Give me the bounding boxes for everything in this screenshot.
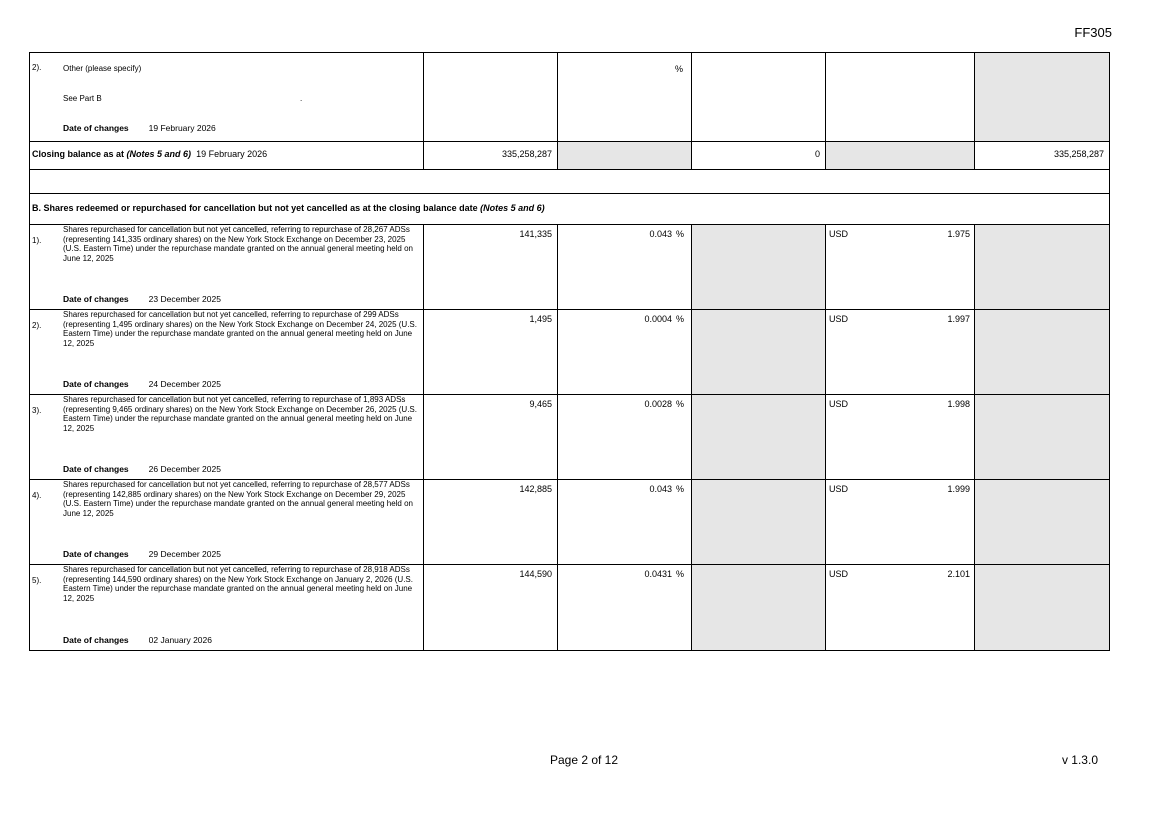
percent-sign: % xyxy=(675,229,684,239)
row-shares: 141,335 xyxy=(424,225,558,310)
row-description-cell xyxy=(30,480,424,565)
row-grey-cell-2 xyxy=(975,480,1110,565)
other-detail: See Part B xyxy=(63,94,102,103)
closing-grey-1 xyxy=(558,142,692,170)
row-index: 4). xyxy=(32,491,42,500)
row-description: Shares repurchased for cancellation but not yet cancelled, referring to repurchase of 28,267 ADSs (representing 141,335 ordinary shares) on the New York Stock Exchange on December 23, 2025 (U.S. Eastern Time) under the repurchase mandate granted on the annual general meeting held on June 12, 2025 xyxy=(63,225,413,263)
row-price-cell xyxy=(826,565,975,651)
other-dot: . xyxy=(300,94,303,103)
row-percent-cell xyxy=(558,225,692,310)
row-index: 2). xyxy=(32,63,42,72)
row-grey-cell xyxy=(692,310,826,395)
row-percent: 0.0028 xyxy=(644,399,672,409)
repurchase-row-5 xyxy=(30,565,1110,651)
section-b-title-row xyxy=(30,194,1110,225)
row-description-cell xyxy=(30,395,424,480)
row-grey-cell xyxy=(692,395,826,480)
row-shares: 1,495 xyxy=(424,310,558,395)
date-of-changes: Date of changes 02 January 2026 xyxy=(63,635,212,645)
row-percent: 0.0004 xyxy=(644,314,672,324)
other-col4-cell xyxy=(692,53,826,142)
repurchase-row-3 xyxy=(30,395,1110,480)
row-currency: USD xyxy=(829,484,849,494)
version-label: v 1.3.0 xyxy=(1061,753,1098,767)
row-percent: 0.0431 xyxy=(644,569,672,579)
row-grey-cell xyxy=(692,225,826,310)
spacer-cell xyxy=(30,170,1110,194)
row-description: Shares repurchased for cancellation but not yet cancelled, referring to repurchase of 28,918 ADSs (representing 144,590 ordinary shares) on the New York Stock Exchange on January 2, 2026 (U.S. Eastern Time) under the repurchase mandate granted on the annual general meeting held on June 12, 2025 xyxy=(63,565,413,603)
row-currency: USD xyxy=(829,399,849,409)
row-index: 3). xyxy=(32,406,42,415)
row-shares: 142,885 xyxy=(424,480,558,565)
row-price: 1.997 xyxy=(947,314,970,324)
date-of-changes: Date of changes 26 December 2025 xyxy=(63,464,221,474)
row-price-cell xyxy=(826,395,975,480)
row-price-cell xyxy=(826,480,975,565)
other-row xyxy=(30,53,1110,142)
percent-sign: % xyxy=(675,484,684,494)
row-currency: USD xyxy=(829,569,849,579)
date-of-changes: Date of changes 29 December 2025 xyxy=(63,549,221,559)
repurchase-row-1 xyxy=(30,225,1110,310)
row-grey-cell-2 xyxy=(975,395,1110,480)
row-description-cell xyxy=(30,565,424,651)
row-description-cell xyxy=(30,310,424,395)
row-grey-cell xyxy=(692,480,826,565)
other-description-cell xyxy=(30,53,424,142)
row-description: Shares repurchased for cancellation but not yet cancelled, referring to repurchase of 299 ADSs (representing 1,495 ordinary shares) on the New York Stock Exchange on December 24, 2025 (U.S. Eastern Time) under the repurchase mandate granted on the annual general meeting held on June 12, 2025 xyxy=(63,310,417,348)
row-grey-cell-2 xyxy=(975,225,1110,310)
row-percent-cell xyxy=(558,395,692,480)
repurchase-row-4 xyxy=(30,480,1110,565)
shares-table xyxy=(29,52,1110,651)
date-of-changes: Date of changes 23 December 2025 xyxy=(63,294,221,304)
row-percent: 0.043 xyxy=(649,484,672,494)
form-code: FF305 xyxy=(1074,25,1112,40)
row-price-cell xyxy=(826,310,975,395)
row-percent-cell xyxy=(558,565,692,651)
other-col5-cell xyxy=(826,53,975,142)
closing-shares: 335,258,287 xyxy=(424,142,558,170)
row-index: 2). xyxy=(32,321,42,330)
row-percent: 0.043 xyxy=(649,229,672,239)
date-of-changes: Date of changes 19 February 2026 xyxy=(63,123,216,133)
percent-sign: % xyxy=(675,569,684,579)
page-number: Page 2 of 12 xyxy=(549,753,619,767)
row-grey-cell-2 xyxy=(975,565,1110,651)
percent-sign: % xyxy=(675,399,684,409)
row-index: 5). xyxy=(32,576,42,585)
closing-row xyxy=(30,142,1110,170)
row-description: Shares repurchased for cancellation but not yet cancelled, referring to repurchase of 1,893 ADSs (representing 9,465 ordinary shares) on the New York Stock Exchange on December 26, 2025 (U.S. Eastern Time) under the repurchase mandate granted on the annual general meeting held on June 12, 2025 xyxy=(63,395,417,433)
date-of-changes: Date of changes 24 December 2025 xyxy=(63,379,221,389)
other-label: Other (please specify) xyxy=(63,64,142,73)
row-price-cell xyxy=(826,225,975,310)
row-price: 1.998 xyxy=(947,399,970,409)
row-grey-cell-2 xyxy=(975,310,1110,395)
row-grey-cell xyxy=(692,565,826,651)
percent-sign: % xyxy=(675,314,684,324)
closing-grey-2 xyxy=(826,142,975,170)
row-shares: 144,590 xyxy=(424,565,558,651)
row-description: Shares repurchased for cancellation but not yet cancelled, referring to repurchase of 28,577 ADSs (representing 142,885 ordinary shares) on the New York Stock Exchange on December 29, 2025 (U.S. Eastern Time) under the repurchase mandate granted on the annual general meeting held on June 12, 2025 xyxy=(63,480,413,518)
other-shares-cell xyxy=(424,53,558,142)
row-currency: USD xyxy=(829,229,849,239)
section-b-title: B. Shares redeemed or repurchased for cancellation but not yet cancelled as at the closing balance date (Notes 5 and 6) xyxy=(30,194,1110,225)
row-shares: 9,465 xyxy=(424,395,558,480)
closing-col4: 0 xyxy=(692,142,826,170)
spacer-row xyxy=(30,170,1110,194)
other-col6-cell xyxy=(975,53,1110,142)
row-description-cell xyxy=(30,225,424,310)
row-price: 1.975 xyxy=(947,229,970,239)
row-percent-cell xyxy=(558,310,692,395)
row-price: 1.999 xyxy=(947,484,970,494)
closing-total: 335,258,287 xyxy=(975,142,1110,170)
row-index: 1). xyxy=(32,236,42,245)
row-price: 2.101 xyxy=(947,569,970,579)
closing-label: Closing balance as at (Notes 5 and 6) 19 February 2026 xyxy=(30,142,424,170)
row-percent-cell xyxy=(558,480,692,565)
repurchase-row-2 xyxy=(30,310,1110,395)
other-percent-cell: % xyxy=(558,53,692,142)
row-currency: USD xyxy=(829,314,849,324)
